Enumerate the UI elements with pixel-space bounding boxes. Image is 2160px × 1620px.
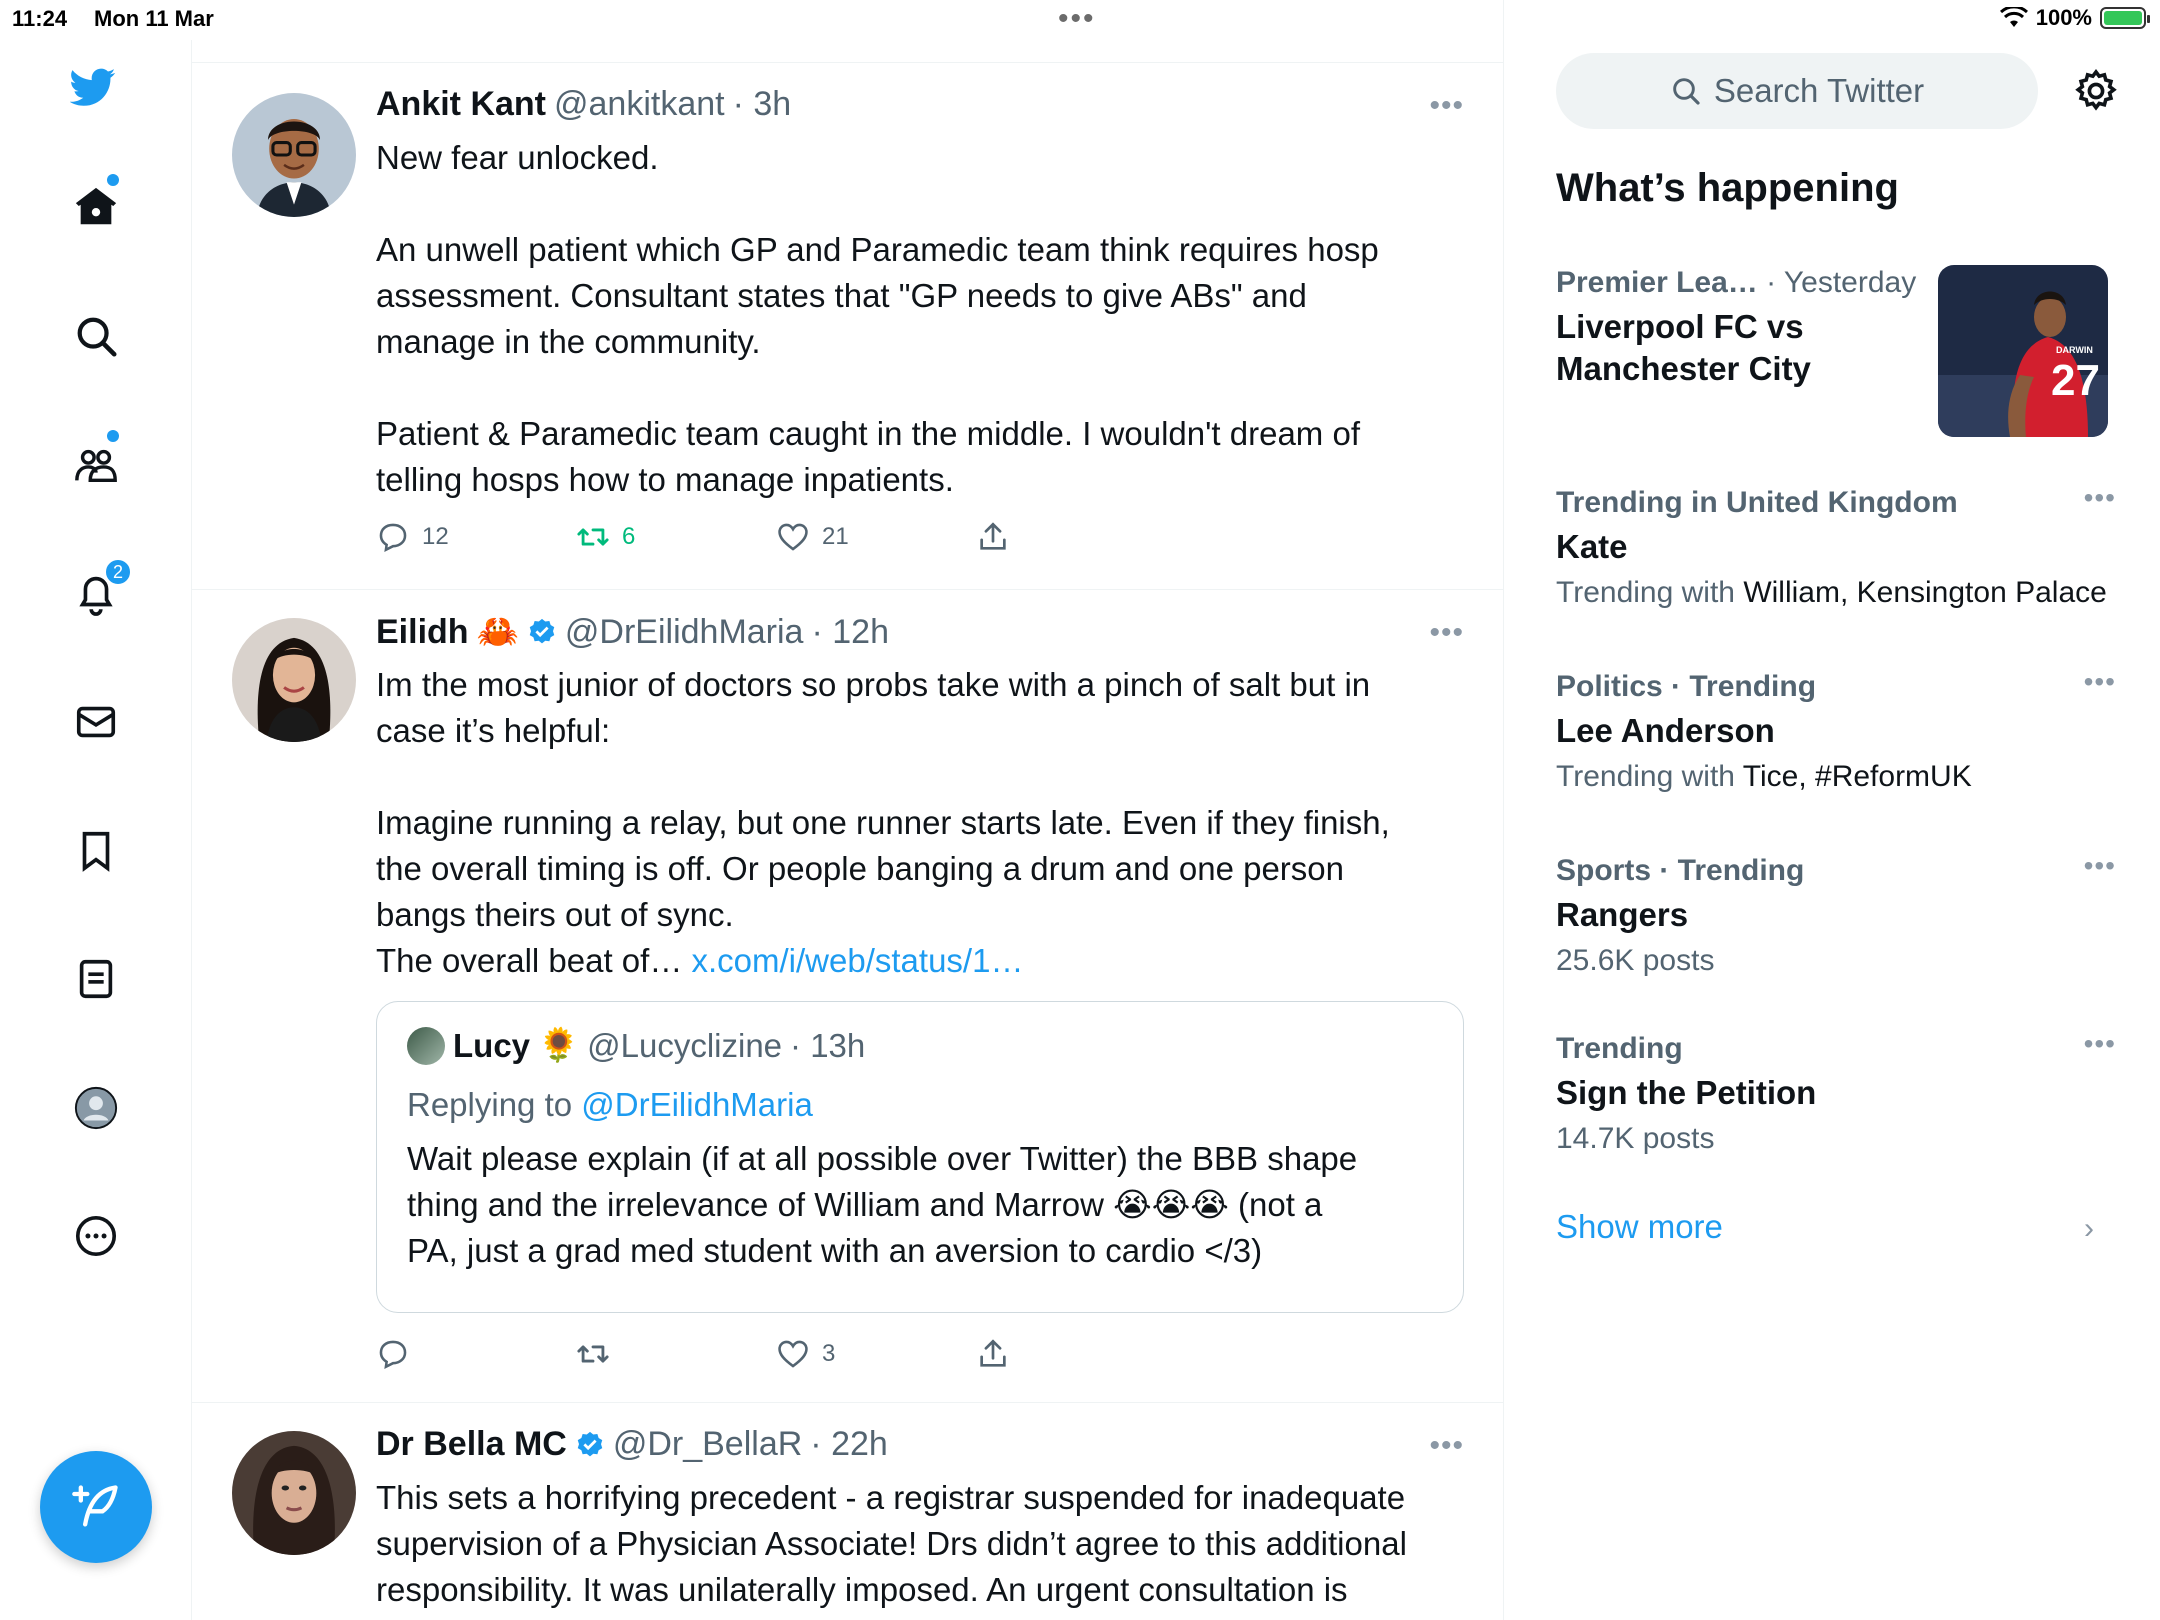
trend-category: Politics · Trending [1556,670,1817,703]
bookmarks-icon[interactable] [71,826,121,876]
search-icon [1670,75,1702,107]
tweet-3[interactable] [192,1403,1504,1620]
tweet-line: bangs theirs out of sync. [376,896,734,933]
retweet-icon [576,1337,610,1371]
trend-time: · Yesterday [1757,266,1917,299]
compose-feather-icon [70,1481,122,1533]
messages-envelope-icon[interactable] [71,697,121,747]
trend-title: Sign the Petition [1556,1074,1817,1111]
reply-button[interactable] [376,1337,576,1371]
like-count: 21 [822,523,849,550]
quote-avatar [407,1027,445,1065]
trend-post-count: 25.6K posts [1556,944,1715,977]
right-sidebar [1504,40,2160,1620]
quote-author-emoji: 🌻 [538,1026,580,1063]
lists-icon[interactable] [71,954,121,1004]
tweet-text [376,662,1456,984]
tweet-text [376,1475,1456,1613]
author-name[interactable]: Dr Bella MC [376,1425,567,1463]
quote-line: thing and the irrelevance of William and Marrow 😭😭😭 (not a [407,1186,1323,1223]
verified-badge-icon [575,1430,605,1460]
status-right [2000,5,2146,31]
share-icon [976,1337,1010,1371]
avatar[interactable] [232,618,356,742]
replying-to [407,1086,813,1124]
quote-author-handle: @Lucyclizine [587,1026,783,1064]
tweet-more-button[interactable]: ••• [1429,616,1464,649]
status-date: Mon 11 Mar [94,6,214,31]
like-button[interactable] [776,520,976,554]
more-options-icon[interactable] [71,1211,121,1261]
battery-icon [2100,7,2146,29]
tweet-line: responsibility. It was unilaterally imposed. An urgent consultation is [376,1571,1348,1608]
trend-item[interactable] [1556,1028,2116,1156]
tweet-line: manage in the community. [376,323,761,360]
trend-category [1556,266,1926,300]
avatar[interactable] [232,93,356,217]
reply-icon [376,520,410,554]
like-button[interactable] [776,1337,976,1371]
reply-icon [376,1337,410,1371]
trend-category: Trending [1556,1032,1683,1065]
trend-more-button[interactable]: ••• [2083,666,2116,697]
share-button[interactable] [976,520,1176,554]
tweet-line: supervision of a Physician Associate! Drs didn’t agree to this additional [376,1525,1407,1562]
thumb-label: DARWIN [2056,345,2093,355]
whats-happening-heading: What’s happening [1556,166,1899,210]
timeline [192,0,1504,1620]
reply-button[interactable] [376,520,576,554]
author-handle[interactable]: @DrEilidhMaria [564,612,804,651]
tweet-line: the overall timing is off. Or people banging a drum and one person [376,850,1344,887]
tweet-link[interactable]: x.com/i/web/status/1… [691,942,1024,979]
tweet-line: This sets a horrifying precedent - a registrar suspended for inadequate [376,1479,1406,1516]
tweet-1[interactable] [192,63,1504,590]
tweet-text [376,135,1456,503]
trend-item[interactable] [1556,266,1926,390]
trend-more-button[interactable]: ••• [2083,1028,2116,1059]
trend-thumbnail-image[interactable] [1938,265,2108,437]
quote-text [407,1136,1437,1274]
home-icon[interactable] [71,182,121,232]
retweet-button[interactable] [576,1337,776,1371]
trend-category: Sports · Trending [1556,854,1805,887]
tweet-2[interactable] [192,590,1504,1403]
author-name[interactable]: Ankit Kant [376,85,546,123]
truncated-text: The overall beat of… [376,942,692,979]
avatar[interactable] [232,1431,356,1555]
share-icon [976,520,1010,554]
tweet-line: Patient & Paramedic team caught in the middle. I wouldn't dream of [376,415,1360,452]
trend-sub-prefix: Trending with [1556,576,1744,609]
tweet-time[interactable]: · 12h [811,612,889,651]
tweet-actions [376,517,1176,557]
share-button[interactable] [976,1337,1176,1371]
tweet-line: case it’s helpful: [376,712,611,749]
trend-item[interactable] [1556,666,2116,794]
author-name[interactable]: Eilidh [376,612,469,651]
trend-more-button[interactable]: ••• [2083,482,2116,513]
compose-tweet-button[interactable] [40,1451,152,1563]
trend-title: Lee Anderson [1556,712,1775,749]
tweet-line: assessment. Consultant states that "GP needs to give ABs" and [376,277,1307,314]
show-more-link[interactable]: Show more [1556,1208,1723,1245]
twitter-logo-icon[interactable] [68,62,118,112]
trend-category-name: Premier Lea… [1556,266,1758,299]
settings-gear-icon[interactable] [2072,67,2120,115]
trend-sub-value: Tice, #ReformUK [1742,760,1972,793]
tweet-time[interactable]: · 22h [810,1425,888,1463]
trend-title: Rangers [1556,896,1689,933]
replying-to-handle[interactable]: @DrEilidhMaria [581,1086,813,1123]
quote-line: PA, just a grad med student with an aversion to cardio </3) [407,1232,1263,1269]
tweet-more-button[interactable]: ••• [1429,89,1464,122]
communities-icon[interactable] [71,440,121,490]
tweet-actions [376,1334,1176,1374]
quote-author-name: Lucy [453,1026,531,1064]
tweet-line: Im the most junior of doctors so probs take with a pinch of salt but in [376,666,1371,703]
retweet-count: 6 [622,523,636,550]
search-box[interactable] [1556,53,2038,129]
tweet-line [376,938,1456,984]
like-count: 3 [822,1340,836,1367]
trend-item[interactable] [1556,850,2116,978]
tweet-more-button[interactable]: ••• [1429,1429,1464,1462]
trend-title-line: Manchester City [1556,350,1811,387]
trend-sub-value: William, Kensington Palace [1743,576,2107,609]
trend-title-line: Liverpool FC vs [1556,308,1804,345]
trend-title [1556,306,1926,390]
notifications-badge: 2 [104,558,132,586]
trend-more-button[interactable]: ••• [2083,850,2116,881]
profile-avatar-icon[interactable] [71,1083,121,1133]
heart-icon [776,1337,810,1371]
retweet-icon [576,520,610,554]
retweet-button[interactable] [576,520,776,554]
verified-badge-icon [527,617,557,647]
communities-unread-dot [107,430,119,442]
heart-icon [776,520,810,554]
tweet-time[interactable]: · 3h [732,85,792,123]
author-emoji: 🦀 [476,613,519,651]
tweet-header [376,612,889,652]
tweet-line: An unwell patient which GP and Paramedic team think requires hosp [376,231,1379,268]
home-unread-dot [107,174,119,186]
trend-item[interactable] [1556,482,2116,610]
search-icon[interactable] [71,311,121,361]
wifi-icon [2000,7,2028,29]
tweet-header [376,85,791,124]
status-time: 11:24 [12,6,68,31]
trend-category: Trending in United Kingdom [1556,486,1958,519]
reply-count: 12 [422,523,449,550]
quote-header [407,1026,865,1065]
tweet-line: New fear unlocked. [376,139,659,176]
search-placeholder: Search Twitter [1713,72,1925,109]
replying-to-label: Replying to [407,1086,582,1123]
tweet-header [376,1425,888,1464]
thumb-number: 27 [2051,356,2100,405]
trend-subtitle [1556,760,2116,794]
battery-percent: 100% [2035,5,2092,30]
author-handle[interactable]: @Dr_BellaR [612,1425,803,1463]
left-navigation [0,40,192,1620]
chevron-right-icon: › [2084,1212,2094,1245]
tweet-line: Imagine running a relay, but one runner starts late. Even if they finish, [376,804,1390,841]
trend-sub-prefix: Trending with [1556,760,1743,793]
multitasking-dots[interactable]: ••• [1058,2,1096,35]
trend-post-count: 14.7K posts [1556,1122,1715,1155]
quote-time: · 13h [790,1026,866,1064]
quoted-tweet[interactable] [376,1001,1464,1313]
trend-subtitle [1556,576,2116,610]
tweet-line: telling hosps how to manage inpatients. [376,461,954,498]
trend-title: Kate [1556,528,1628,565]
author-handle[interactable]: @ankitkant [554,85,725,123]
quote-line: Wait please explain (if at all possible over Twitter) the BBB shape [407,1140,1358,1177]
